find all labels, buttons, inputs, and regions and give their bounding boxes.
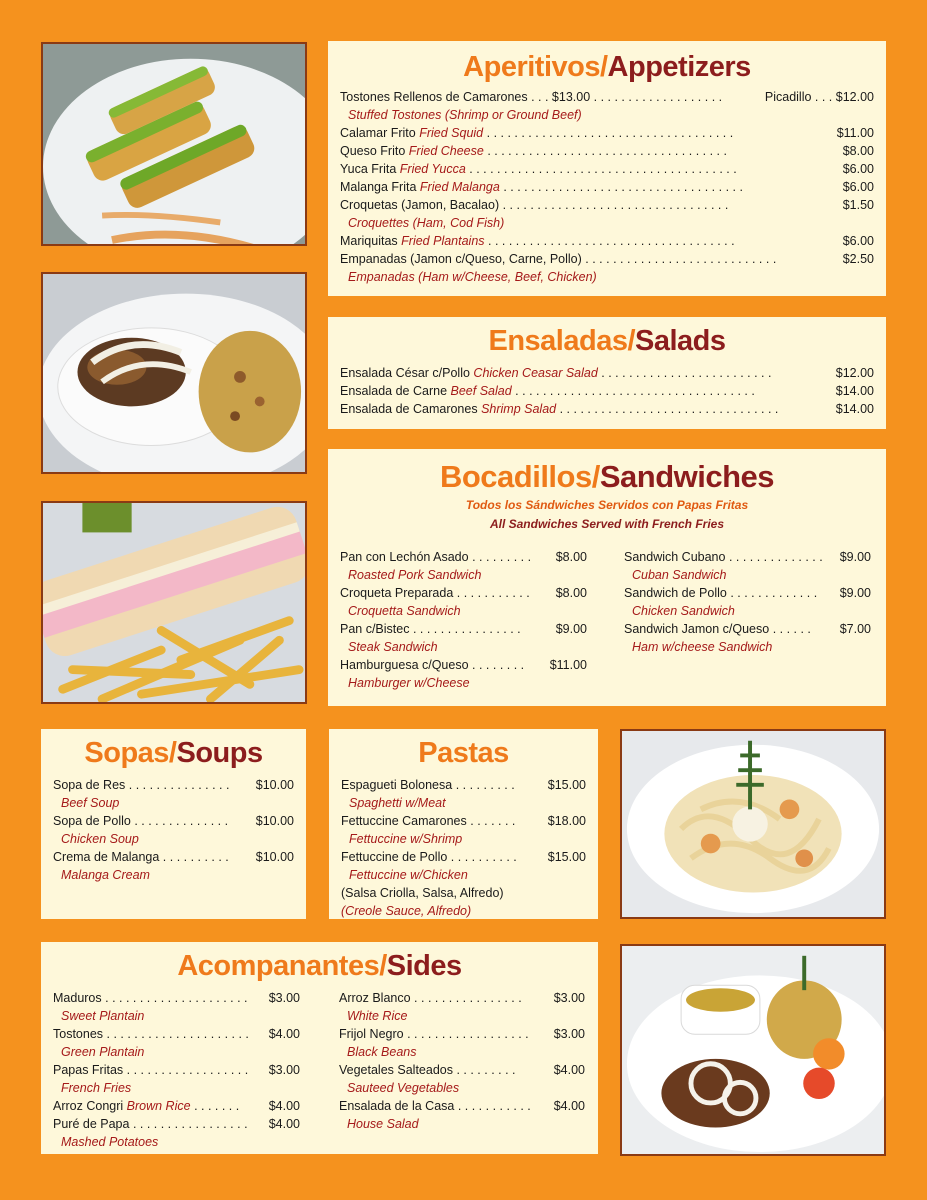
menu-item [339,1061,585,1079]
item-translation: Brown Rice [126,1099,191,1113]
item-dots: . . . . . . . [194,1099,240,1113]
appetizers-panel [328,41,886,296]
item-name: Ensalada César c/Pollo [340,366,470,380]
item-translation: Steak Sandwich [348,640,438,654]
item-dots: . . . . . . . . . . . . . . [728,550,823,564]
item-line: Tostones Rellenos de Camarones . . . $13.00 . . . . . . . . . . . . . . . . . . . [340,90,723,104]
item-dots: . . . . . . . . . . . [456,586,530,600]
item-dots: . . . . . . . . . . . . . . . . . . . . . . . . . . . . [585,252,777,266]
menu-item [341,848,586,866]
item-name: Croqueta Preparada [340,586,454,600]
item-translation: House Salad [347,1117,419,1131]
item-dots: . . . . . . . . . . . . . . . . . . . . . . . . . [601,366,772,380]
item-translation: Croquetta Sandwich [348,604,461,618]
item-dots: . . . . . . . . . . . . . . . . [414,991,522,1005]
item-dots: . . . . . . . . . . . [457,1099,531,1113]
item-name: Sandwich de Pollo [624,586,727,600]
menu-item [340,584,587,602]
item-name: Ensalada de la Casa [339,1099,455,1113]
item-name: Vegetales Salteados [339,1063,453,1077]
menu-item [340,400,874,418]
item-name: Pan con Lechón Asado [340,550,469,564]
item-name: Pan c/Bistec [340,622,410,636]
item-dots: . . . . . . . . . . . . . . . . . [132,1117,248,1131]
item-translation: Fried Plantains [401,234,485,248]
item-price: $3.00 [268,1063,300,1077]
item-dots: . . . . . . . . . . [162,850,229,864]
item-price: $11.00 [836,126,874,140]
item-price: $12.00 [835,366,874,380]
menu-item [53,848,294,866]
item-translation: Chicken Ceasar Salad [473,366,598,380]
sandwiches-note-en: All Sandwiches Served with French Fries [489,517,725,531]
sandwiches-title-en: Sandwiches [599,459,775,494]
menu-item [53,1025,300,1043]
item-translation: Sauteed Vegetables [347,1081,460,1095]
sides-title-es: Acompanantes/ [177,950,387,982]
item-name: Croquetas (Jamon, Bacalao) [340,198,500,212]
item-price: $10.00 [255,814,294,828]
item-price: $11.00 [549,658,587,672]
salads-panel [328,317,886,429]
item-dots: . . . . . . . . . [472,550,532,564]
item-price: $3.00 [268,991,300,1005]
item-price: $10.00 [255,850,294,864]
item-name: Arroz Blanco [339,991,411,1005]
sides-title-en: Sides [386,950,462,982]
item-dots: . . . . . . . . . [455,778,515,792]
item-dots: . . . . . . . . [472,658,525,672]
menu-item [339,1025,585,1043]
menu-item [340,124,874,142]
soups-title-en: Soups [176,737,263,769]
menu-item [53,812,294,830]
item-dots: . . . . . . . . . . [450,850,517,864]
item-dots: . . . . . . . . . . . . . . . . . . . . . . . . . . . . . . . . . . . . . . . [469,162,737,176]
sandwiches-left-list [340,548,587,692]
item-price: $7.00 [839,622,871,636]
item-price: $18.00 [547,814,586,828]
menu-item [340,548,587,566]
item-name: Papas Fritas [53,1063,124,1077]
item-translation: Mashed Potatoes [61,1135,159,1149]
item-name: Hamburguesa c/Queso [340,658,469,672]
item-translation: Malanga Cream [61,868,150,882]
sandwiches-right-list [624,548,871,656]
item-price: $14.00 [835,384,874,398]
item-translation: Beef Salad [450,384,512,398]
item-name: Fettuccine Camarones [341,814,467,828]
item-price: $2.50 [842,252,874,266]
menu-item [624,584,871,602]
item-name: Sandwich Cubano [624,550,726,564]
item-translation: Green Plantain [61,1045,145,1059]
item-name: Ensalada de Camarones [340,402,478,416]
item-name: Ensalada de Carne [340,384,448,398]
item-translation: Fried Malanga [419,180,500,194]
item-price: $3.00 [553,991,585,1005]
item-price: $6.00 [842,234,874,248]
item-translation: Hamburger w/Cheese [348,676,470,690]
item-translation: French Fries [61,1081,132,1095]
item-name: Frijol Negro [339,1027,404,1041]
item-name: Espagueti Bolonesa [341,778,453,792]
item-name: Puré de Papa [53,1117,130,1131]
item-name: Sopa de Pollo [53,814,131,828]
menu-item [340,620,587,638]
menu-item [340,160,874,178]
item-price: $8.00 [555,550,587,564]
item-translation: Roasted Pork Sandwich [348,568,482,582]
item-price: $8.00 [842,144,874,158]
menu-item [341,776,586,794]
menu-item [53,989,300,1007]
item-dots: . . . . . . . . . . . . . . . . . . . . . [106,1027,249,1041]
item-price: $4.00 [268,1099,300,1113]
pastas-panel [329,729,598,919]
item-dots: . . . . . . . . . . . . . . . [128,778,230,792]
salads-title [340,327,874,356]
menu-item [53,1097,300,1115]
menu-item [339,989,585,1007]
item-price: $4.00 [268,1117,300,1131]
item-dots: . . . . . . . . . . . . . . . . . . [126,1063,249,1077]
item-name: Crema de Malanga [53,850,160,864]
pastas-title: Pastas [418,737,509,769]
sides-right-list [339,989,585,1133]
appetizers-list [340,88,874,286]
menu-item [340,656,587,674]
item-price: $6.00 [842,180,874,194]
appetizers-title [340,53,874,82]
item-price: $9.00 [839,550,871,564]
menu-item [340,88,874,106]
item-translation: White Rice [347,1009,408,1023]
item-name: Queso Frito [340,144,406,158]
item-translation: Ham w/cheese Sandwich [632,640,773,654]
item-translation: Fettuccine w/Chicken [349,868,468,882]
menu-item [53,1061,300,1079]
item-name: Sandwich Jamon c/Queso [624,622,770,636]
item-price: $4.00 [553,1063,585,1077]
item-dots: . . . . . . . . . . . . . . . . . . . . . [105,991,248,1005]
soups-list [53,776,294,884]
item-dots: . . . . . . . . . . . . . . . . . . . . . . . . . . . . . . . . . . . [503,180,743,194]
item-price: $9.00 [839,586,871,600]
item-translation: Stuffed Tostones (Shrimp or Ground Beef) [348,108,582,122]
item-price: $9.00 [555,622,587,636]
stuffed-tostones-photo [41,42,307,246]
appetizers-title-es: Aperitivos/ [463,51,608,83]
item-dots: . . . . . . [772,622,811,636]
item-price: $4.00 [268,1027,300,1041]
menu-item [340,364,874,382]
item-dots: . . . . . . . . . . . . . . . . . . . . . . . . . . . . . . . . . . . [487,144,727,158]
item-translation: Fried Yucca [399,162,466,176]
salads-list [340,364,874,418]
item-translation: Chicken Soup [61,832,139,846]
item-price: $10.00 [255,778,294,792]
sandwiches-title-es: Bocadillos/ [439,459,600,494]
item-translation: Cuban Sandwich [632,568,727,582]
sides-panel [41,942,598,1154]
item-translation: Sweet Plantain [61,1009,145,1023]
item-translation: Empanadas (Ham w/Cheese, Beef, Chicken) [348,270,597,284]
item-price: $8.00 [555,586,587,600]
item-name: Arroz Congri [53,1099,124,1113]
menu-item [340,142,874,160]
item-name: Fettuccine de Pollo [341,850,448,864]
appetizers-title-en: Appetizers [607,51,751,83]
sandwiches-title [340,461,874,492]
item-dots: . . . . . . . . . . . . . . . . . . . . . . . . . . . . . . . . [559,402,779,416]
item-dots: . . . . . . . . . . . . . . . . . . . . . . . . . . . . . . . . . . . [515,384,755,398]
item-translation: Fried Squid [419,126,484,140]
item-translation: Chicken Sandwich [632,604,735,618]
item-price: $6.00 [842,162,874,176]
item-dots: . . . . . . . [470,814,516,828]
item-dots: . . . . . . . . . . . . . . [134,814,229,828]
chicken-mofongo-photo [41,272,307,474]
pastas-list [341,776,586,884]
item-name: Tostones [53,1027,104,1041]
menu-item [340,232,874,250]
item-price: $15.00 [547,778,586,792]
menu-item [340,196,874,214]
item-translation: Spaghetti w/Meat [349,796,446,810]
item-dots: . . . . . . . . . . . . . . . . . . . . . . . . . . . . . . . . . . . . [486,126,734,140]
item-translation: Shrimp Salad [481,402,557,416]
item-translation: Fried Cheese [408,144,484,158]
item-price: $15.00 [547,850,586,864]
menu-item [340,382,874,400]
item-name: Malanga Frita [340,180,417,194]
menu-item [340,250,874,268]
sides-title [53,952,586,981]
menu-item [53,776,294,794]
item-dots: . . . . . . . . . . . . . . . . . . . . . . . . . . . . . . . . . [502,198,729,212]
salads-title-es: Ensaladas/ [488,325,636,357]
item-translation: Croquettes (Ham, Cod Fish) [348,216,505,230]
item-dots: . . . . . . . . . . . . . . . . [412,622,521,636]
menu-item [624,620,871,638]
item-name: Mariquitas [340,234,398,248]
item-price: $14.00 [835,402,874,416]
item-price: $4.00 [553,1099,585,1113]
item-translation: Fettuccine w/Shrimp [349,832,463,846]
soups-panel [41,729,306,919]
item-extra: Picadillo . . . $12.00 [764,90,874,104]
item-name: Calamar Frito [340,126,416,140]
pastas-sauce-en: (Creole Sauce, Alfredo) [341,904,472,918]
item-name: Maduros [53,991,102,1005]
item-price: $3.00 [553,1027,585,1041]
soups-title [53,739,294,768]
cuban-sandwich-photo [41,501,307,704]
menu-item [339,1097,585,1115]
item-name: Empanadas (Jamon c/Queso, Carne, Pollo) [340,252,582,266]
menu-item [53,1115,300,1133]
menu-item [340,178,874,196]
item-translation: Black Beans [347,1045,417,1059]
item-dots: . . . . . . . . . [456,1063,516,1077]
fettuccine-shrimp-photo [620,729,886,919]
item-dots: . . . . . . . . . . . . . [730,586,818,600]
item-name: Yuca Frita [340,162,397,176]
mofongo-platter-photo [620,944,886,1156]
item-name: Sopa de Res [53,778,126,792]
sandwiches-panel [328,449,886,706]
item-dots: . . . . . . . . . . . . . . . . . . . . . . . . . . . . . . . . . . . . [488,234,735,248]
pastas-sauce-es: (Salsa Criolla, Salsa, Alfredo) [341,886,504,900]
sides-left-list [53,989,300,1151]
sandwiches-note-es: Todos los Sándwiches Servidos con Papas Fritas [465,498,749,512]
soups-title-es: Sopas/ [84,737,177,769]
item-dots: . . . . . . . . . . . . . . . . . . [407,1027,529,1041]
menu-item [624,548,871,566]
salads-title-en: Salads [635,325,726,357]
item-price: $1.50 [842,198,874,212]
menu-item [341,812,586,830]
item-translation: Beef Soup [61,796,120,810]
